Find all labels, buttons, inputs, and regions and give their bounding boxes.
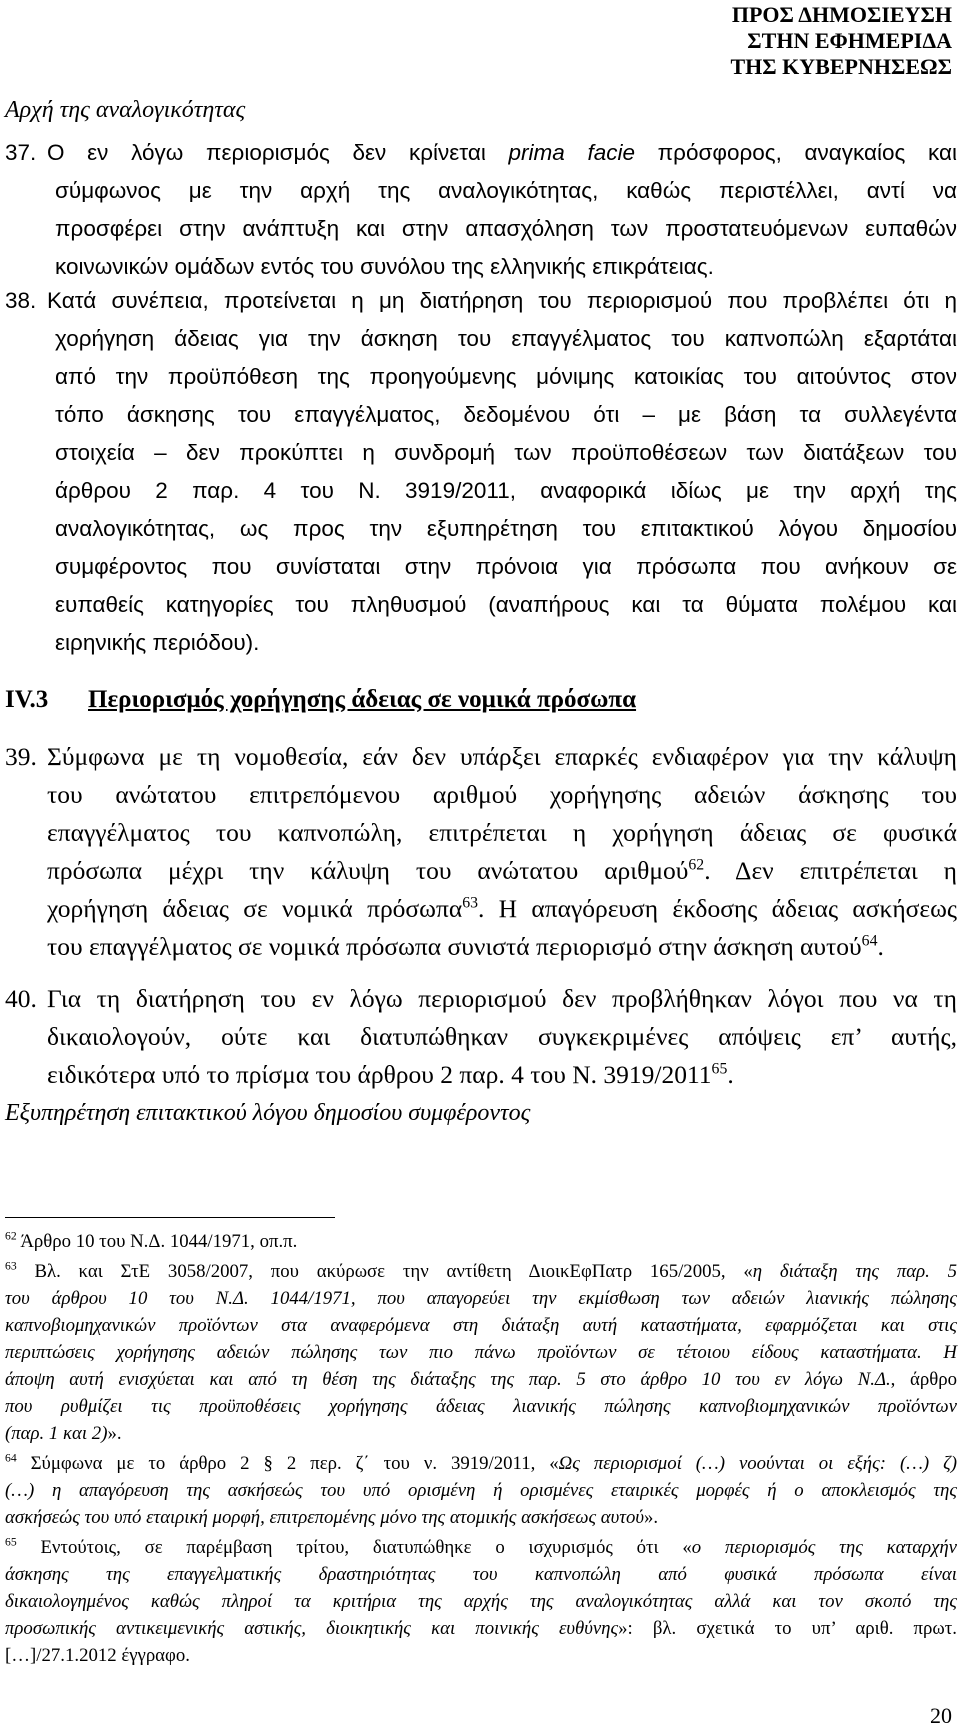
paragraph-text: Ο εν λόγω περιορισμός δεν κρίνεται — [47, 140, 509, 165]
footnote-quote: που ρυθμίζει τις προϋποθέσεις χορήγησης άδειας λιανικής πώλησης καπνοβιομηχανικών προϊόντων — [5, 1396, 957, 1417]
footnotes — [5, 1228, 957, 1672]
publication-stamp — [730, 2, 952, 80]
footnote-quote: δικαιολογημένος καθώς πληροί τα κριτήρια της αρχής της αναλογικότητας αλλά και τον σκοπό της — [5, 1591, 957, 1612]
paragraph-text: χορήγηση άδειας σε νομικά πρόσωπα — [47, 894, 463, 923]
footnote-quote: του άρθρου 10 του Ν.Δ. 1044/1971, που απαγορεύει την εκμίσθωση των αδειών λιανικής πώλησης — [5, 1288, 957, 1309]
paragraph-line: επαγγέλματος του καπνοπώλη, επιτρέπεται η χορήγηση άδειας σε φυσικά — [47, 818, 957, 847]
footnote-65 — [5, 1534, 957, 1669]
footnote-text: Σύμφωνα με το άρθρο 2 § 2 περ. ζ΄ του ν. 3919/2011, « — [30, 1453, 559, 1474]
paragraph-line: αναλογικότητας, ως προς την εξυπηρέτηση του επιτακτικού λόγου δημοσίου — [55, 516, 957, 541]
paragraph-number: 37. — [5, 140, 37, 165]
paragraph-text: πρόσωπα μέχρι την κάλυψη του ανώτατου αριθμού — [47, 856, 689, 885]
paragraph-line: δικαιολογούν, ούτε και διατυπώθηκαν συγκεκριμένες απόψεις επ’ αυτής, — [47, 1022, 957, 1051]
stamp-line: ΣΤΗΝ ΕΦΗΜΕΡΙΔΑ — [747, 28, 952, 53]
paragraph-line: κοινωνικών ομάδων εντός του συνόλου της ελληνικής επικράτειας. — [55, 254, 714, 279]
footnote-62 — [5, 1228, 957, 1255]
footnote-text: Βλ. και ΣτΕ 3058/2007, που ακύρωσε την αντίθετη ΔιοικΕφΠατρ 165/2005, « — [34, 1261, 753, 1282]
page-number: 20 — [930, 1703, 952, 1728]
footnote-quote: περιπτώσεις χορήγησης αδειών πώλησης των πιο πάνω προϊόντων σε τέτοιου είδους καταστήματα. Η — [5, 1342, 957, 1363]
paragraph-number: 38. — [5, 288, 37, 313]
paragraph-line: του ανώτατου επιτρεπόμενου αριθμού χορήγησης αδειών άσκησης του — [47, 780, 957, 809]
paragraph-text: . Δεν επιτρέπεται η — [704, 856, 957, 885]
footnote-text: ». — [107, 1423, 122, 1444]
footnote-63 — [5, 1258, 957, 1447]
stamp-line: ΤΗΣ ΚΥΒΕΡΝΗΣΕΩΣ — [730, 54, 952, 79]
footnote-quote: άσκησης της επαγγελματικής δραστηριότητας του καπνοπώλη από φυσικά πρόσωπα είναι — [5, 1564, 957, 1585]
paragraph-39 — [5, 738, 957, 966]
paragraph-line: προσφέρει στην ανάπτυξη και στην απασχόληση των προστατευόμενων ευπαθών — [55, 216, 957, 241]
paragraph-line: συμφέροντος που συνίσταται στην πρόνοια για πρόσωπα που ανήκουν σε — [55, 554, 957, 579]
paragraph-line: άρθρου 2 παρ. 4 του Ν. 3919/2011, αναφορικά ιδίως με την αρχή της — [55, 478, 957, 503]
footnote-text: Εντούτοις, σε παρέμβαση τρίτου, διατυπώθηκε ο ισχυρισμός ότι « — [40, 1537, 692, 1558]
footnote-text: Άρθρο 10 του Ν.Δ. 1044/1971, οπ.π. — [20, 1231, 298, 1252]
paragraph-text: ειδικότερα υπό το πρίσμα του άρθρου 2 παρ. 4 του Ν. 3919/2011 — [47, 1060, 712, 1089]
footnote-mark: 64 — [5, 1451, 17, 1465]
footnote-ref-62[interactable]: 62 — [688, 856, 705, 874]
paragraph-37 — [5, 134, 957, 286]
paragraph-line: σύμφωνος με την αρχή της αναλογικότητας, καθώς περιστέλλει, αντί να — [55, 178, 957, 203]
paragraph-text: . — [877, 932, 884, 961]
footnote-mark: 62 — [5, 1229, 17, 1243]
paragraph-text: . Η απαγόρευση έκδοσης άδειας ασκήσεως — [478, 894, 957, 923]
footnote-quote: (…) η απαγόρευση της ασκήσεώς του υπό ορισμένη ή ορισμένες εταιρικές μορφές ή ο αποκλεισμός της — [5, 1480, 957, 1501]
subheading-proportionality: Αρχή της αναλογικότητας — [5, 97, 246, 123]
paragraph-line: στοιχεία – δεν προκύπτει η συνδρομή των προϋποθέσεων των διατάξεων του — [55, 440, 957, 465]
footnote-quote: (παρ. 1 και 2) — [5, 1423, 108, 1444]
paragraph-38 — [5, 282, 957, 662]
footnote-text: ». — [644, 1507, 659, 1528]
paragraph-text: πρόσφορος, αναγκαίος και — [634, 140, 958, 165]
paragraph-40 — [5, 980, 957, 1094]
paragraph-line: ευπαθείς κατηγορίες του πληθυσμού (αναπήρους και τα θύματα πολέμου και — [55, 592, 957, 617]
footnote-quote: ο περιορισμός της καταρχήν — [691, 1537, 958, 1558]
footnote-quote: άποψη αυτή ενισχύεται και από τη θέση της διάταξης της παρ. 5 στο άρθρο 10 του εν λόγω Ν.Δ. — [5, 1369, 891, 1390]
paragraph-line: από την προϋπόθεση της προηγούμενης μόνιμης κατοικίας του αιτούντος στον — [55, 364, 957, 389]
subheading-public-interest: Εξυπηρέτηση επιτακτικού λόγου δημοσίου συμφέροντος — [5, 1100, 531, 1126]
footnote-text: »: βλ. σχετικά το υπ’ αριθ. πρωτ. — [618, 1618, 957, 1639]
footnote-quote: προσωπικής αντικειμενικής αστικής, διοικητικής και ποινικής ευθύνης — [5, 1618, 619, 1639]
stamp-line: ΠΡΟΣ ΔΗΜΟΣΙΕΥΣΗ — [731, 2, 952, 27]
footnote-text: […]/27.1.2012 έγγραφο. — [5, 1645, 190, 1666]
paragraph-line: χορήγηση άδειας για την άσκηση του επαγγέλματος του καπνοπώλη εξαρτάται — [55, 326, 957, 351]
paragraph-number: 39. — [5, 742, 37, 771]
footnote-mark: 63 — [5, 1259, 17, 1273]
footnote-quote: Ως περιορισμοί (…) νοούνται οι εξής: (…) ζ) — [558, 1453, 957, 1474]
section-number: IV.3 — [5, 686, 49, 713]
footnote-ref-64[interactable]: 64 — [861, 932, 878, 950]
footnote-quote: καπνοβιομηχανικών προϊόντων στα αναφερόμενα στη διάταξη αυτή καταστήματα, εφαρμόζεται και στις — [5, 1315, 957, 1336]
latin-phrase: prima facie — [508, 140, 635, 165]
paragraph-text: Κατά συνέπεια, προτείνεται η μη διατήρηση του περιορισμού που προβλέπει ότι η — [47, 288, 957, 313]
footnote-separator — [5, 1217, 335, 1218]
paragraph-text: . — [727, 1060, 734, 1089]
section-title: Περιορισμός χορήγησης άδειας σε νομικά πρόσωπα — [88, 686, 637, 713]
paragraph-number: 40. — [5, 984, 37, 1013]
footnote-quote: ασκήσεώς του υπό εταιρική μορφή, επιτρεπομένης μόνο της ατομικής ασκήσεως αυτού — [5, 1507, 644, 1528]
footnote-quote: η διάταξη της παρ. 5 — [752, 1261, 957, 1282]
paragraph-text: του επαγγέλματος σε νομικά πρόσωπα συνιστά περιορισμό στην άσκηση αυτού — [47, 932, 862, 961]
footnote-64 — [5, 1450, 957, 1531]
footnote-mark: 65 — [5, 1535, 17, 1549]
paragraph-text: Σύμφωνα με τη νομοθεσία, εάν δεν υπάρξει επαρκές ενδιαφέρον για την κάλυψη — [47, 742, 957, 771]
paragraph-line: ειρηνικής περιόδου). — [55, 630, 260, 655]
footnote-ref-63[interactable]: 63 — [462, 894, 478, 912]
paragraph-line: τόπο άσκησης του επαγγέλματος, δεδομένου ότι – με βάση τα συλλεγέντα — [55, 402, 957, 427]
section-heading — [5, 686, 636, 714]
paragraph-text: Για τη διατήρηση του εν λόγω περιορισμού δεν προβλήθηκαν λόγοι που να τη — [47, 984, 957, 1013]
footnote-ref-65[interactable]: 65 — [711, 1060, 728, 1078]
footnote-text: , άρθρο — [890, 1369, 957, 1390]
